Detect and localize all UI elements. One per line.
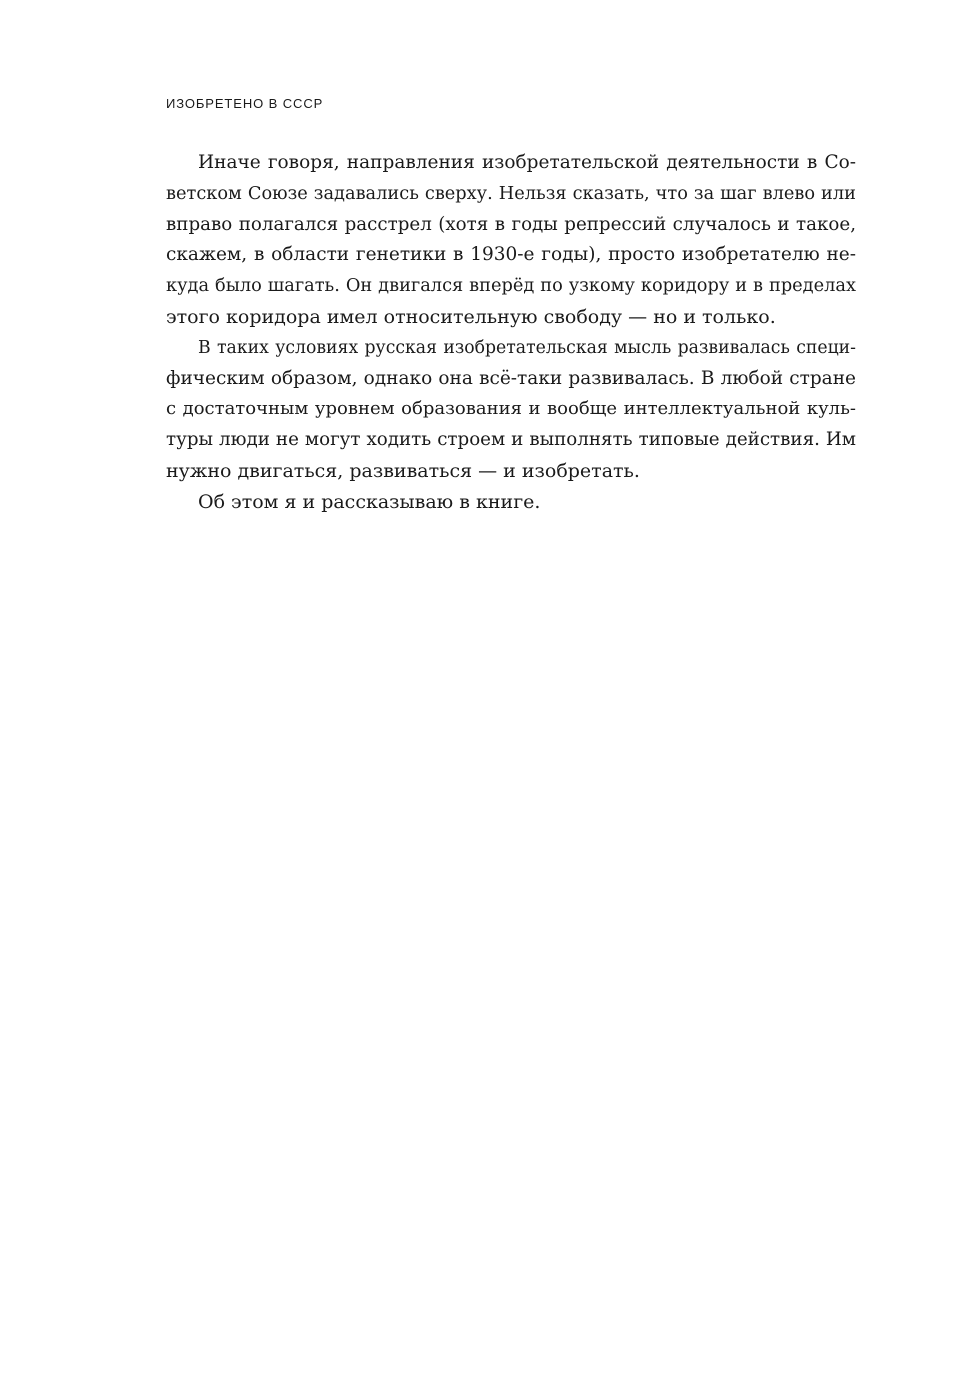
text-line: Об этом я и рассказываю в книге. bbox=[198, 490, 541, 513]
paragraph-2 bbox=[166, 333, 856, 487]
text-line: куда было шагать. Он двигался вперёд по узкому коридору и в пределах bbox=[166, 276, 856, 297]
text-line: В таких условиях русская изобретательская мысль развивалась специ- bbox=[198, 337, 856, 358]
text-line: этого коридора имел относительную свободу — но и только. bbox=[166, 305, 776, 328]
text-line: с достаточным уровнем образования и вообще интеллектуальной куль- bbox=[166, 398, 856, 420]
paragraph-1 bbox=[166, 148, 856, 333]
paragraph-3 bbox=[166, 487, 856, 518]
text-line: туры люди не могут ходить строем и выполнять типовые действия. Им bbox=[166, 429, 856, 451]
text-line: скажем, в области генетики в 1930-е годы), просто изобретателю не- bbox=[166, 244, 856, 266]
text-line: фическим образом, однако она всё-таки развивалась. В любой стране bbox=[166, 367, 856, 389]
text-line: Иначе говоря, направления изобретательской деятельности в Со- bbox=[198, 152, 856, 173]
text-line: нужно двигаться, развиваться — и изобретать. bbox=[166, 459, 640, 482]
body-text bbox=[166, 148, 856, 518]
text-line: вправо полагался расстрел (хотя в годы репрессий случалось и такое, bbox=[166, 213, 856, 235]
running-head: ИЗОБРЕТЕНО В СССР bbox=[166, 96, 324, 111]
text-line: ветском Союзе задавались сверху. Нельзя сказать, что за шаг влево или bbox=[166, 183, 856, 204]
